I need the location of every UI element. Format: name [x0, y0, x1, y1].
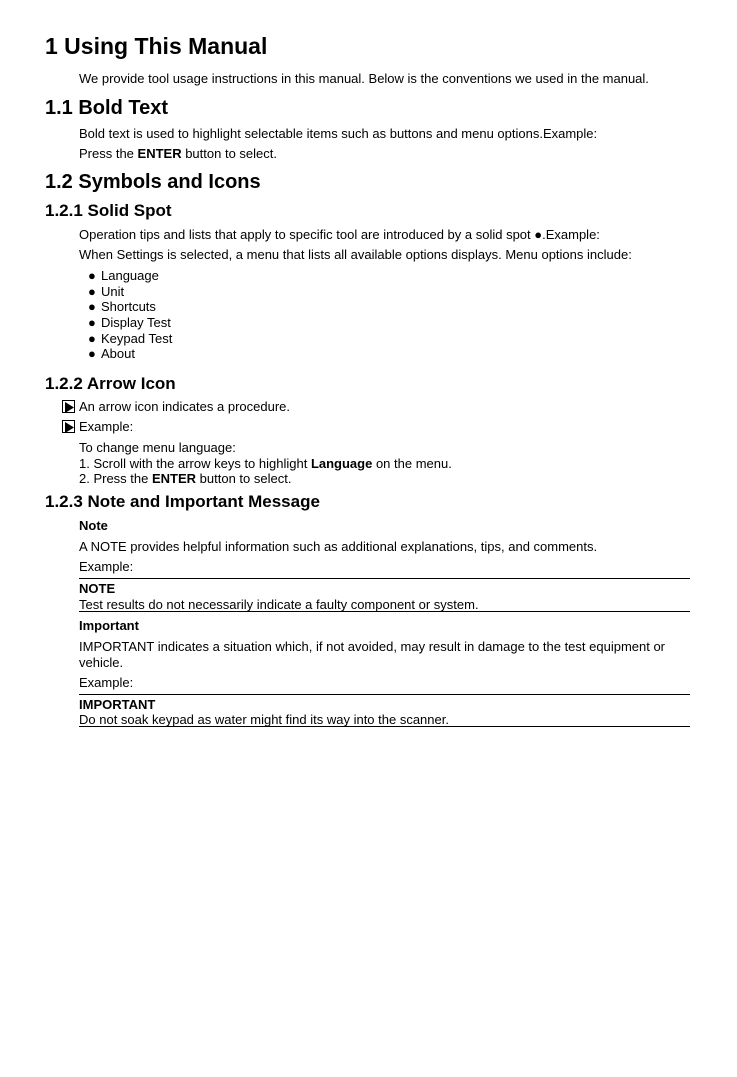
step-1-bold: Language: [310, 456, 373, 471]
note-box-top-rule: [79, 578, 690, 579]
procedure-step-1: [79, 456, 452, 471]
arrow-icon: [62, 400, 75, 413]
important-box-bottom-rule: [79, 726, 690, 727]
step-2-bold: ENTER: [151, 471, 197, 486]
list-item: [88, 346, 172, 362]
example-text-pre: Press the: [79, 146, 138, 161]
list-item-label: About: [101, 346, 135, 362]
important-box-text: Do not soak keypad as water might find its way into the scanner.: [79, 712, 449, 727]
bullet-dot-icon: ●: [88, 330, 96, 346]
section-1-intro: We provide tool usage instructions in this manual. Below is the conventions we used in the manual.: [79, 71, 649, 86]
list-item: [88, 315, 172, 331]
section-1-2-1-text2: When Settings is selected, a menu that lists all available options displays. Menu options include:: [79, 247, 632, 262]
arrow-note-row: [62, 399, 290, 414]
list-item-label: Unit: [101, 283, 125, 299]
arrow-note-text: An arrow icon indicates a procedure.: [79, 399, 291, 414]
step-1-pre: 1. Scroll with the arrow keys to highlight: [79, 456, 311, 471]
important-text: IMPORTANT indicates a situation which, if not avoided, may result in damage to the test equipment or vehicle.: [79, 639, 666, 670]
section-1-1-example: [79, 146, 277, 161]
list-item: [88, 331, 172, 347]
list-item-label: Keypad Test: [101, 330, 173, 346]
list-item-label: Display Test: [101, 315, 171, 331]
list-item-label: Language: [101, 268, 159, 283]
section-1-1-title: 1.1 Bold Text: [45, 97, 168, 119]
bullet-dot-icon: ●: [88, 346, 96, 362]
arrow-example-row: [62, 419, 133, 434]
section-1-1-text: Bold text is used to highlight selectable items such as buttons and menu options.Example:: [79, 126, 598, 141]
section-1-2-1-title: 1.2.1 Solid Spot: [45, 201, 172, 220]
step-1-post: on the menu.: [372, 456, 452, 471]
important-box-top-rule: [79, 694, 690, 695]
procedure-title: To change menu language:: [79, 440, 236, 455]
arrow-icon: [62, 420, 75, 433]
bullet-dot-icon: ●: [88, 268, 96, 283]
step-2-pre: 2. Press the: [79, 471, 152, 486]
section-1-2-title: 1.2 Symbols and Icons: [45, 171, 261, 193]
bullet-dot-icon: ●: [88, 283, 96, 299]
section-1-title: 1 Using This Manual: [45, 33, 268, 59]
note-example: Example:: [79, 559, 134, 574]
important-label: Important: [79, 618, 139, 633]
important-box-title: IMPORTANT: [79, 697, 156, 712]
list-item: [88, 268, 172, 284]
list-item: [88, 299, 172, 315]
list-item-label: Shortcuts: [101, 299, 156, 315]
note-text: A NOTE provides helpful information such as additional explanations, tips, and comments.: [79, 539, 598, 554]
note-box-title: NOTE: [79, 581, 116, 596]
note-label: Note: [79, 518, 108, 533]
example-text-post: button to select.: [181, 146, 277, 161]
example-bold-enter: ENTER: [137, 146, 182, 161]
note-box-text: Test results do not necessarily indicate a faulty component or system.: [79, 597, 479, 612]
step-2-post: button to select.: [196, 471, 292, 486]
procedure-step-2: [79, 471, 291, 486]
bullet-dot-icon: ●: [88, 299, 96, 315]
section-1-2-1-text: Operation tips and lists that apply to specific tool are introduced by a solid spot ●.Example:: [79, 227, 600, 242]
bullet-dot-icon: ●: [88, 315, 96, 331]
list-item: [88, 284, 172, 300]
note-box-bottom-rule: [79, 611, 690, 612]
section-1-2-3-title: 1.2.3 Note and Important Message: [45, 492, 320, 511]
menu-options-list: [88, 268, 172, 362]
section-1-2-2-title: 1.2.2 Arrow Icon: [45, 374, 176, 393]
important-example: Example:: [79, 675, 134, 690]
arrow-example-text: Example:: [79, 419, 134, 434]
